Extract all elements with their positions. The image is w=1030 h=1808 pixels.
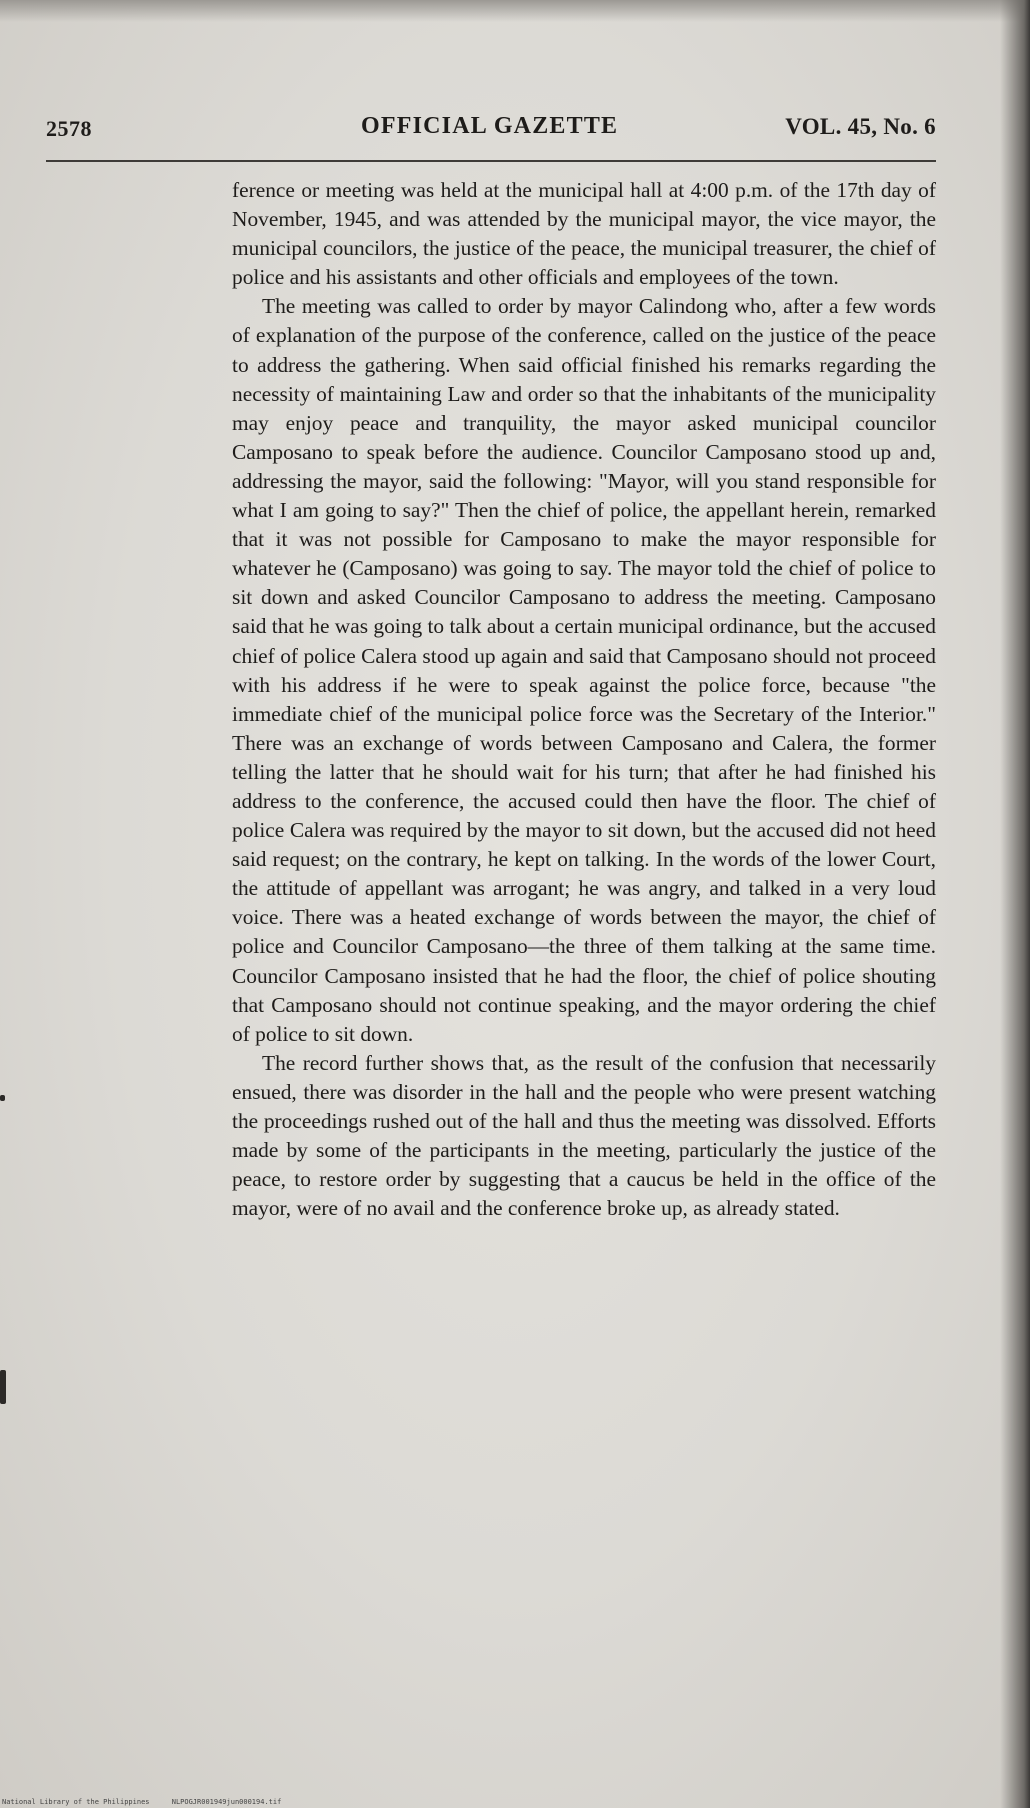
scan-top-shadow — [0, 0, 1030, 22]
volume-issue: VOL. 45, No. 6 — [785, 114, 936, 139]
header-rule — [46, 160, 936, 162]
scan-right-edge-shadow — [1000, 0, 1030, 1808]
page-number: 2578 — [46, 116, 92, 141]
scan-speck — [0, 1095, 5, 1101]
page-header — [46, 106, 936, 146]
article-body — [232, 176, 936, 1223]
library-credit: National Library of the Philippines — [2, 1798, 150, 1806]
paragraph-continuation: ference or meeting was held at the municipal hall at 4:00 p.m. of the 17th day of November, 1945, and was attended by the municipal mayor, the vice mayor, the municipal councilors, the justice of the peace, the municipal treasurer, the chief of police and his assistants and other officials and employees of the town. — [232, 178, 936, 290]
paragraph-record: The record further shows that, as the result of the confusion that necessarily ensued, there was disorder in the hall and the people who were present watching the proceedings rushed out of the hall and thus the meeting was dissolved. Efforts made by some of the participants in the meeting, particularly the justice of the peace, to restore order by suggesting that a caucus be held in the office of the mayor, were of no avail and the conference broke up, as already stated. — [232, 1050, 936, 1221]
publication-title: OFFICIAL GAZETTE — [361, 113, 619, 139]
scan-footer — [2, 1798, 299, 1806]
paragraph-meeting: The meeting was called to order by mayor Calindong who, after a few words of explanation of the purpose of the conference, called on the justice of the peace to address the gathering. When said official finished his remarks regarding the necessity of maintaining Law and order so that the inhabitants of the municipality may enjoy peace and tranquility, the mayor asked municipal councilor Camposano to speak before the audience. Councilor Camposano stood up and, addressing the mayor, said the following: "Mayor, will you stand responsible for what I am going to say?" Then the chief of police, the appellant herein, remarked that it was not possible for Camposano to make the mayor responsible for whatever he (Camposano) was going to say. The mayor told the chief of police to sit down and asked Councilor Camposano to address the meeting. Camposano said that he was going to talk about a certain municipal ordinance, but the accused chief of police Calera stood up again and said that Camposano should not proceed with his address if he were to speak against the police force, because "the immediate chief of the municipal police force was the Secretary of the Interior." There was an exchange of words between Camposano and Calera, the former telling the latter that he should wait for his turn; that after he had finished his address to the conference, the accused could then have the floor. The chief of police Calera was required by the mayor to sit down, but the accused did not heed said request; on the contrary, he kept on talking. In the words of the lower Court, the attitude of appellant was arrogant; he was angry, and talked in a very loud voice. There was a heated exchange of words between the mayor, the chief of police and Councilor Camposano—the three of them talking at the same time. Councilor Camposano insisted that he had the floor, the chief of police shouting that Camposano should not continue speaking, and the mayor ordering the chief of police to sit down. — [232, 294, 936, 1046]
scan-speck — [0, 1370, 6, 1404]
file-name: NLPOGJR001949jun000194.tif — [171, 1798, 282, 1806]
